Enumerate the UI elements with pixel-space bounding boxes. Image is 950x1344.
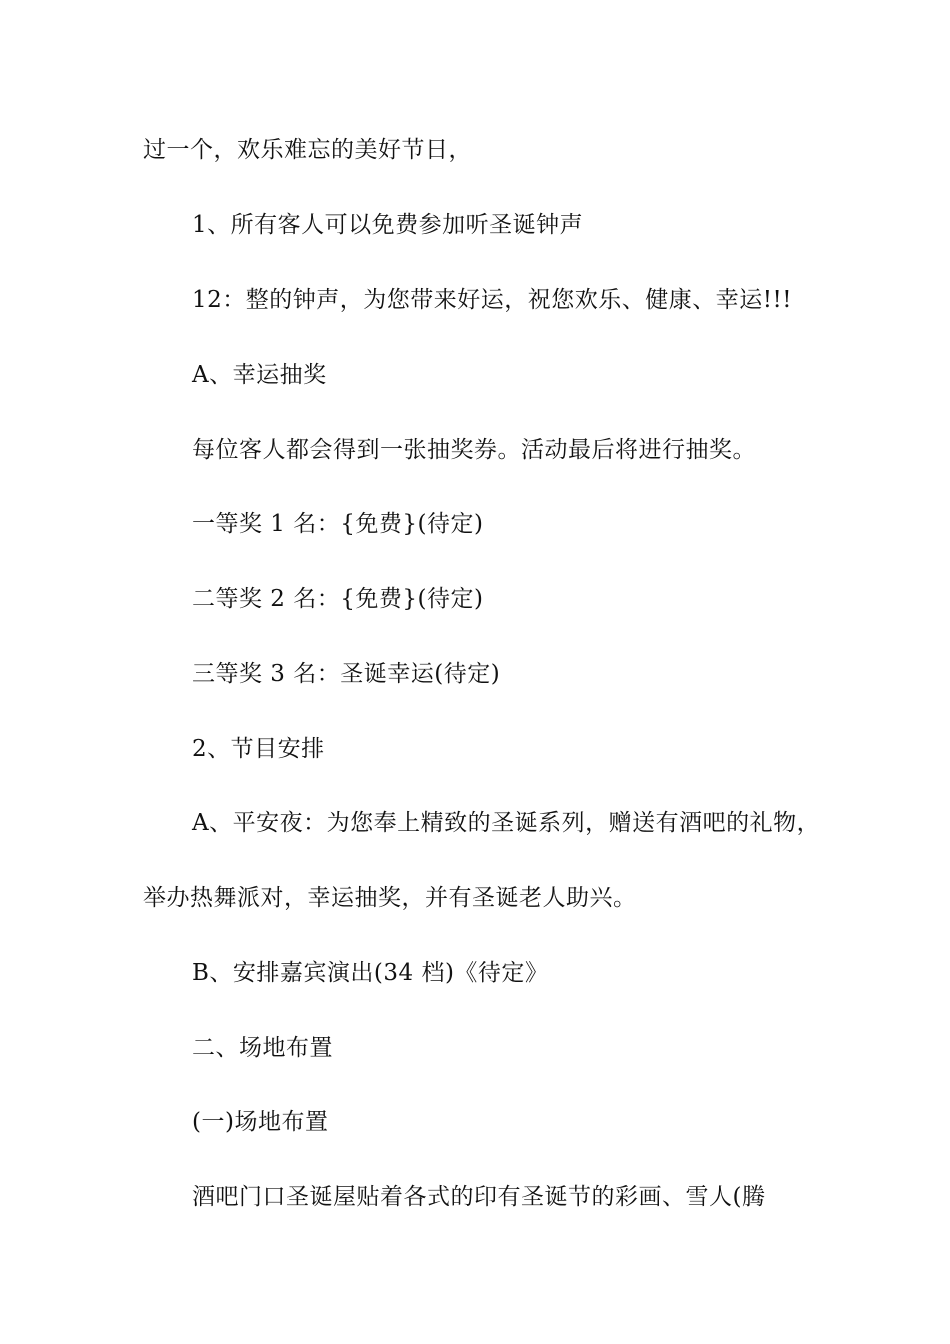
paragraph-line: 举办热舞派对，幸运抽奖，并有圣诞老人助兴。 <box>143 885 637 911</box>
paragraph-line: 过一个，欢乐难忘的美好节日， <box>143 137 472 163</box>
section-heading: 二、场地布置 <box>192 1035 333 1061</box>
list-item: 一等奖 1 名：{免费}(待定) <box>192 511 484 537</box>
section-heading: 2、节目安排 <box>192 736 325 762</box>
paragraph-line: A、平安夜：为您奉上精致的圣诞系列，赠送有酒吧的礼物， <box>192 810 821 836</box>
paragraph-line: 1、所有客人可以免费参加听圣诞钟声 <box>192 212 584 238</box>
paragraph-line: 酒吧门口圣诞屋贴着各式的印有圣诞节的彩画、雪人(腾 <box>192 1184 766 1210</box>
list-item: 二等奖 2 名：{免费}(待定) <box>192 586 484 612</box>
paragraph-line: 12：整的钟声，为您带来好运，祝您欢乐、健康、幸运!!! <box>192 287 792 313</box>
list-item: 三等奖 3 名：圣诞幸运(待定) <box>192 661 501 687</box>
paragraph-line: B、安排嘉宾演出(34 档)《待定》 <box>192 960 549 986</box>
paragraph-line: 每位客人都会得到一张抽奖券。活动最后将进行抽奖。 <box>192 437 756 463</box>
subsection-heading: (一)场地布置 <box>192 1109 329 1135</box>
section-heading: A、幸运抽奖 <box>192 362 327 388</box>
